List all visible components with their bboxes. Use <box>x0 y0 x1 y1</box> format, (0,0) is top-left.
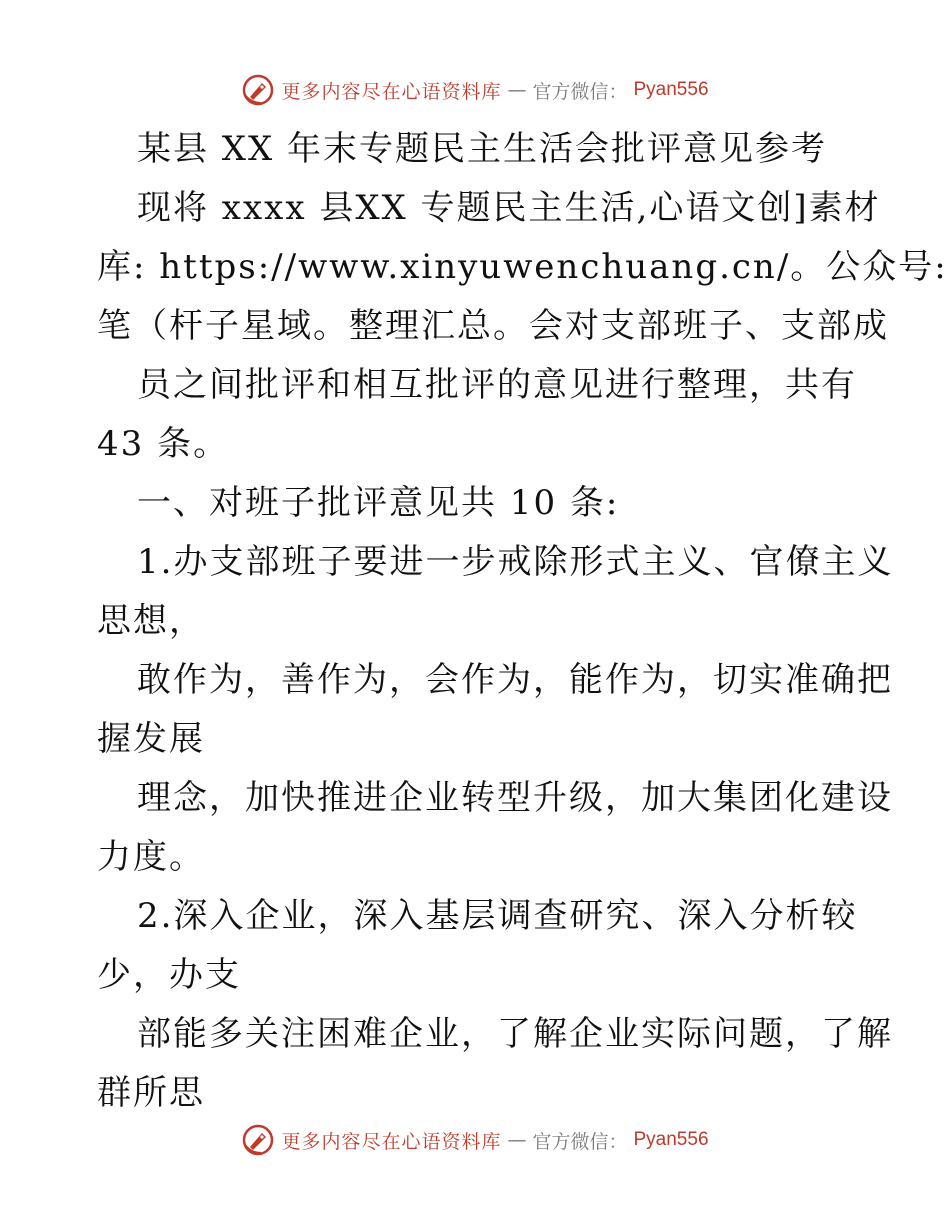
text-line: 少，办支 <box>97 955 241 995</box>
banner-wechat-label: 官方微信： <box>532 1130 628 1153</box>
pen-nib-logo-icon <box>241 73 275 107</box>
banner-brand-text: 更多内容尽在心语资料库 <box>281 1130 502 1153</box>
banner-wechat-id: Pyan556 <box>633 79 709 100</box>
text-line: 员之间批评和相互批评的意见进行整理，共有 <box>137 365 857 405</box>
text-line: 笔（杆子星域。整理汇总。会对支部班子、支部成 <box>97 306 889 346</box>
footer-banner <box>0 1120 950 1160</box>
text-line: 2.深入企业，深入基层调查研究、深入分析较 <box>137 896 858 936</box>
banner-brand-text: 更多内容尽在心语资料库 <box>281 80 502 103</box>
header-banner <box>0 70 950 110</box>
text-line: 理念，加快推进企业转型升级，加大集团化建设 <box>137 778 893 818</box>
banner-separator: — <box>507 79 527 101</box>
document-body <box>97 120 948 1123</box>
text-line: 思想， <box>97 601 205 641</box>
text-line: 1.办支部班子要进一步戒除形式主义、官僚主义 <box>137 542 894 582</box>
text-line: 力度。 <box>97 837 205 877</box>
text-line: 现将 xxxx 县XX 专题民主生活,心语文创]素材 <box>137 188 881 228</box>
text-line: 群所思 <box>97 1073 205 1113</box>
pen-nib-logo-icon <box>241 1123 275 1157</box>
text-line: 库: https://www.xinyuwenchuang.cn/。公众号: <box>97 247 948 287</box>
banner-wechat-label: 官方微信： <box>532 80 628 103</box>
text-line: 一、对班子批评意见共 10 条: <box>137 483 620 523</box>
text-line: 握发展 <box>97 719 205 759</box>
banner-separator: — <box>507 1129 527 1151</box>
text-line: 敢作为，善作为，会作为，能作为，切实准确把 <box>137 660 893 700</box>
text-line: 部能多关注困难企业，了解企业实际问题，了解 <box>137 1014 893 1054</box>
text-line: 43 条。 <box>97 424 230 464</box>
banner-wechat-id: Pyan556 <box>633 1129 709 1150</box>
text-line: 某县 XX 年末专题民主生活会批评意见参考 <box>137 129 828 169</box>
